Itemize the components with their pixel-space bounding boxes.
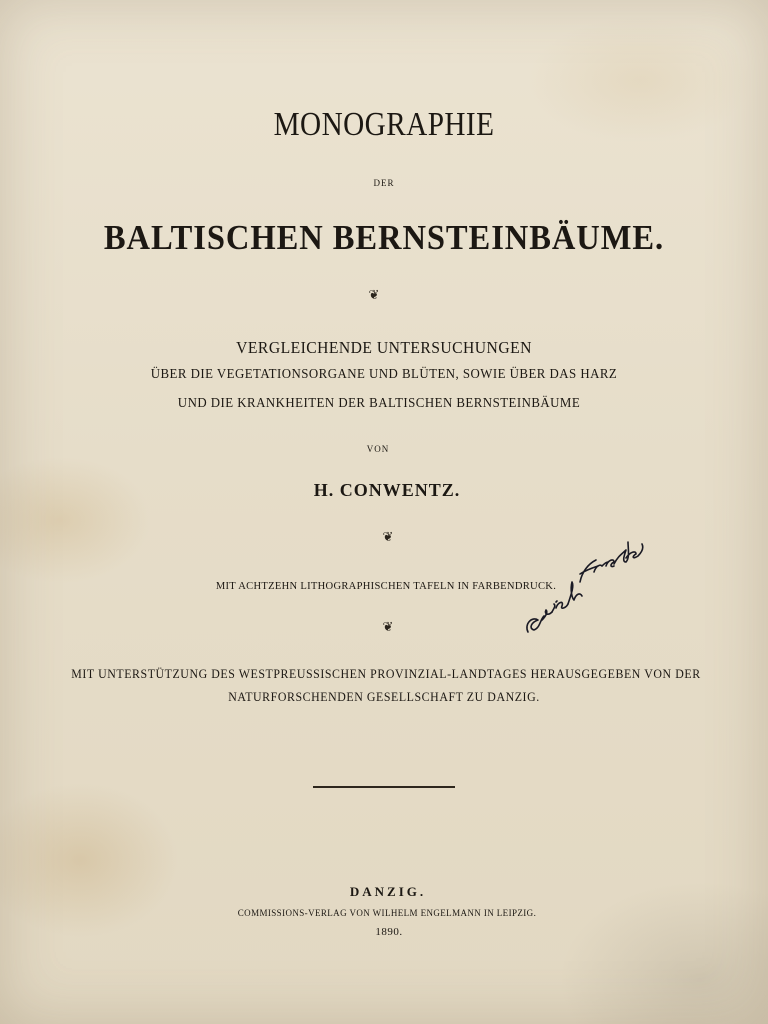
fleuron-icon: ❦ — [368, 287, 380, 302]
imprint-publisher: COMMISSIONS-VERLAG VON WILHELM ENGELMANN IN LEIPZIG. — [237, 908, 537, 918]
imprint-city: DANZIG. — [349, 884, 427, 899]
fleuron-icon: ❦ — [382, 529, 394, 544]
subtitle-line-1: VERGLEICHENDE UNTERSUCHUNGEN — [236, 338, 532, 357]
book-subtitle-main: BALTISCHEN BERNSTEINBÄUME. — [103, 218, 665, 257]
support-line-2: NATURFORSCHENDEN GESELLSCHAFT ZU DANZIG. — [228, 690, 540, 704]
subtitle-line-2: ÜBER DIE VEGETATIONSORGANE UND BLÜTEN, SOWIE ÜBER DAS HARZ — [150, 367, 618, 382]
divider-rule — [313, 786, 455, 788]
book-title: MONOGRAPHIE — [273, 106, 495, 143]
support-line-1: MIT UNTERSTÜTZUNG DES WESTPREUSSISCHEN PROVINZIAL-LANDTAGES HERAUSGEGEBEN VON DER — [71, 667, 701, 681]
byline-von: VON — [366, 444, 390, 454]
subtitle-line-3: UND DIE KRANKHEITEN DER BALTISCHEN BERNSTEINBÄUME — [177, 396, 581, 411]
title-connector: DER — [373, 178, 395, 188]
imprint-year: 1890. — [375, 926, 403, 938]
author-name: H. CONWENTZ. — [313, 480, 461, 500]
handwritten-signature — [510, 520, 660, 650]
plates-note: MIT ACHTZEHN LITHOGRAPHISCHEN TAFELN IN FARBENDRUCK. — [215, 580, 557, 592]
fleuron-icon: ❦ — [382, 619, 394, 634]
